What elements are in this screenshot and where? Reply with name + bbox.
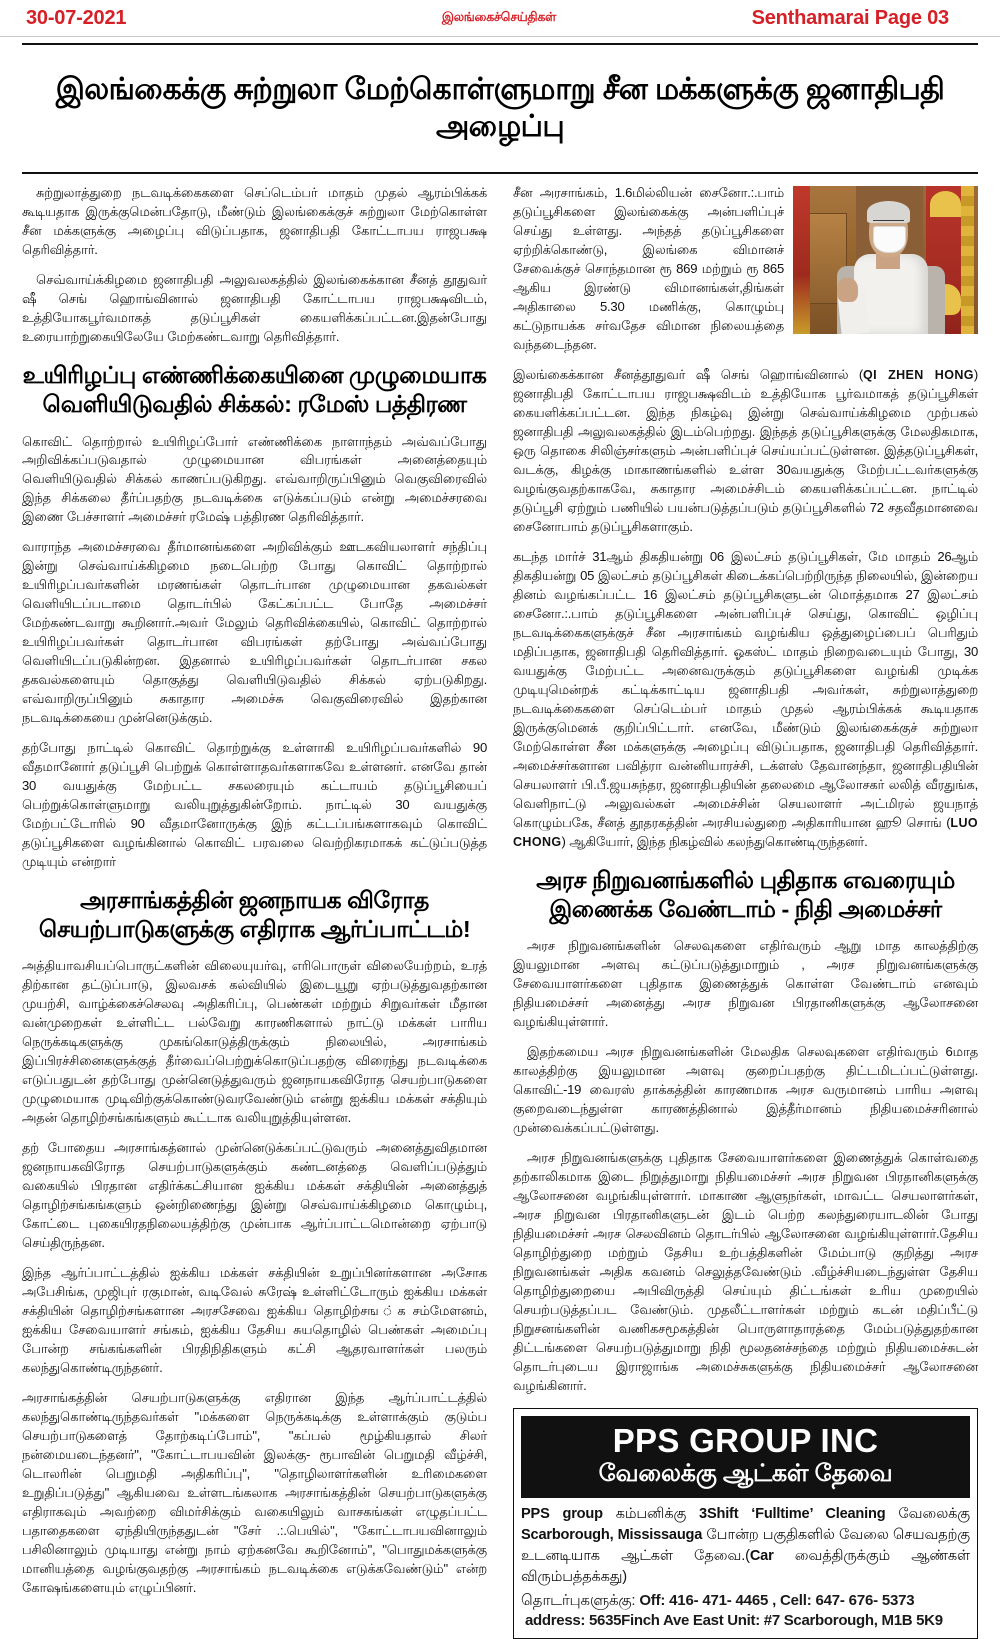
ad-contact-line (521, 1590, 970, 1611)
ad-company-name: PPS GROUP INC (612, 1421, 879, 1459)
article-headline-finance-minister: அரச நிறுவனங்களில் புதிதாக எவரையும் இணைக்க வேண்டாம் - நிதி அமைச்சர் (536, 866, 955, 922)
ad-body-segment: PPS group (521, 1506, 616, 1523)
article-columns (0, 184, 1000, 1632)
paragraph: சீன அரசாங்கம், 1.6மில்லியன் சைனோ.:.பாம் தடுப்பூசிகளை இலங்கைக்கு அன்பளிப்புச் செய்து உள்ளது. அந்தத் தடுப்பூசிகளை ஏற்றிக்கொண்டு, இலங்கை விமானச் சேவைக்குச் சொந்தமான ரூ 869 மற்றும் ரூ 865 ஆகிய இரண்டு விமானங்கள்,திங்கள் அதிகாலை 5.30 மணிக்கு, கொழும்பு கட்டுநாயக்க சர்வதேச விமான நிலையத்தை வந்தடைந்தன. (513, 185, 784, 353)
photo-person-hand (837, 278, 857, 302)
paragraph: சுற்றுலாத்துறை நடவடிக்கைகளை செப்டெம்பர் மாதம் முதல் ஆரம்பிக்கக் கூடியதாக இருக்குமென்பதோடு, மீண்டும் இலங்கைக்குச் சுற்றுலா மேற்கொள்ள சீன மக்களுக்கு அழைப்பு விடுப்பதாக, ஜனாதிபதி கோட்டாபய ராஜபக்ஷ தெரிவித்தார். (22, 185, 487, 258)
paragraph: கொவிட் தொற்றால் உயிரிழப்போர் எண்ணிக்கை நாளாந்தம் அவ்வப்போது அறிவிக்கப்படுவதால் முழுமையான விபரங்கள் அனைத்தையும் வெளியிடுவதில் சிக்கல் காணப்படுகிறது. எவ்வாறிருப்பினும் வெகுவிரைவில் இந்த சிக்கலை தீர்ப்பதற்கு நடவடிக்கை எடுக்கப்படும் என்று அமைச்சரவை இணை பேச்சாளர் அமைச்சர் ரமேஷ் பத்திரண தெரிவித்தார். (22, 433, 487, 525)
ad-body-segment: Car (749, 1547, 795, 1564)
ad-contact-label: தொடர்புகளுக்கு: (521, 1592, 640, 1610)
paragraph: தற் போதைய அரசாங்கத்னால் முன்னெடுக்கப்பட்டுவரும் அனைத்துவிதமான ஜனநாயகவிரோத செயற்பாடுகளுக்கும் கண்டனத்தை வெளிப்படுத்தும் வகையில் பிரதான எதிர்க்கட்சியான ஐக்கிய மக்கள் சக்தியின் அனைத்துத் தொழிற்சங்கங்களும் ஒன்றிணைந்து இன்று செவ்வாய்க்கிழமை கொழும்பு, கோட்டை புகையிரதநிலையத்திற்கு முன்பாக ஆர்ப்பாட்டமொன்றை ஏற்பாடு செய்திருந்தன. (22, 1140, 487, 1251)
masthead-section-label: இலங்கைச்செய்திகள் (441, 10, 556, 24)
lion-emblem-top-icon (930, 191, 961, 218)
paragraph: அரசாங்கத்தின் செயற்பாடுகளுக்கு எதிரான இந்த ஆர்ப்பாட்டத்தில் கலந்துகொண்டிருந்தவர்கள் "மக்களை நெருக்கடிக்கு உள்ளாக்கும் குடும்ப செயற்பாடுகளைத் தோற்கடிப்போம்", "கப்பல் மூழ்கியதால் சிலர் நன்மையடைந்தனர்", "கோட்டாபயவின் இலக்கு- ரூபாவின் பெறுமதி வீழ்ச்சி, டொலரின் பெறுமதி அதிகரிப்பு", "தொழிலாளர்களின் உரிமைகளை உறுதிப்படுத்து" ஆகியவை உள்ளடங்கலாக அரசாங்கத்தின் செயற்பாடுகளுக்கு எதிராகவும் அவற்றை விமர்சிக்கும் வகையிலும் வாசகங்கள் எழுதப்பட்ட பதாதைகளை ஏந்தியிருந்ததுடன் "சேர் .:.பெயில்", "கோட்டாபயவினாலும் பசிலினாலும் முடியாது என்று நாம் ஏற்கனவே கூறினோம்", "பொதுமக்களுக்கு மானியத்தை வழங்குவதற்கு அரசாங்கம் நடவடிக்கை எடுக்கவேண்டும்" என்ற கோஷங்களையும் எழுப்பினர். (22, 1390, 487, 1595)
ad-body-segment: போன்ற பகுதிகளில் வேலை செயவதற்கு உடனடியாக ஆட்கள் தேவை.( (521, 1527, 970, 1564)
masthead-page-label: Senthamarai Page 03 (751, 6, 949, 29)
advertisement-pps-group[interactable] (513, 1408, 978, 1639)
ad-tagline-tamil: வேலைக்கு ஆட்கள் தேவை (598, 1460, 893, 1488)
flag-left (793, 186, 810, 334)
masthead-divider (0, 36, 1000, 37)
paragraph: தற்போது நாட்டில் கொவிட் தொற்றுக்கு உள்ளாகி உயிரிழப்பவர்களில் 90 வீதமானோர் தடுப்பூசி பெற்றுக் கொள்ளாதவர்களாகவே உள்ளனர். எனவே தான் 30 வயதுக்கு மேற்பட்ட சகலரையும் கட்டாயம் தடுப்பூசியைப் பெற்றுக்கொள்ளுமாறு வலியுறுத்துகின்றோம். நாட்டில் 30 வயதுக்கு மேற்பட்டோரில் 90 வீதமானோருக்கு இந் கட்டப்பங்களாகவும் கொவிட் தடுப்பூசிகளை வழங்கினால் கொவிட் பரவலை வெற்றிகரமாகக் கட்டுப்படுத்த முடியும் என்றார் (22, 740, 487, 870)
paragraph: இதற்கமைய அரச நிறுவனங்களின் மேலதிக செலவுகளை எதிர்வரும் 6மாத காலத்திற்கு இயலுமான அளவு குறைப்பதற்கு திட்டமிடப்பட்டுள்ளது. கொவிட்-19 வைரஸ் தாக்கத்தின் காரணமாக அரச வருமானம் பாரிய அளவு குறைவடைந்துள்ள காரணத்தினால் இத்தீர்மானம் நிதியமைச்சரினால் முன்வைக்கப்பட்டுள்ளது. (513, 1044, 978, 1135)
romanised-name: LUO CHONG (513, 815, 978, 849)
flag-gold-stripe (961, 186, 974, 334)
photo-person-facemask-icon (873, 226, 906, 253)
banner-bottom-rule (22, 172, 978, 174)
ad-body-segment: 3Shift ‘Fulltime’ Cleaning (699, 1506, 899, 1523)
ad-contact-numbers[interactable]: Off: 416- 471- 4465 , Cell: 647- 676- 5373 (639, 1592, 915, 1610)
ad-body-segment: வைத்திருக்கும் ஆண்கள் விரும்பத்தக்கது) (521, 1547, 970, 1585)
left-column (22, 184, 487, 1632)
banner-headline: இலங்கைக்கு சுற்றுலா மேற்கொள்ளுமாறு சீன மக்களுக்கு ஜனாதிபதி அழைப்பு (55, 73, 945, 143)
article-headline-protest: அரசாங்கத்தின் ஜனநாயக விரோத செயற்பாடுகளுக்கு எதிராக ஆர்ப்பாட்டம்! (38, 887, 471, 943)
paragraph: செவ்வாய்க்கிழமை ஜனாதிபதி அலுவலகத்தில் இலங்கைக்கான சீனத் தூதுவர் ஷீ செங் ஹொங்வினால் ஜனாதிபதி கோட்டாபய ராஜபக்ஷவிடம், உத்தியோகபூர்வமாகத் தடுப்பூசிகள் கையளிக்கப்பட்டன.இதன்போது உரையாற்றுகையிலேயே மேற்கண்டவாறு தெரிவித்தார். (22, 272, 487, 345)
ad-body-segment: Scarborough, Mississauga (521, 1527, 707, 1544)
president-photo (793, 186, 978, 334)
ad-banner (521, 1416, 970, 1499)
paragraph: அரச நிறுவனங்களின் செலவுகளை எதிர்வரும் ஆறு மாத காலத்திற்கு இயலுமான அளவு கட்டுப்படுத்துமாறும் , அரச நிறுவனங்களுக்கு சேவையாளர்களை புதிதாக இணைத்துக் கொள்ள வேண்டாம் எனவும் நிதியமைச்சர் அனைத்து அரச நிறுவன பிரதானிகளுக்கு ஆலோசனை வழங்கியுள்ளார். (513, 938, 978, 1030)
ad-address: address: 5635Finch Ave East Unit: #7 Scarborough, M1B 5K9 (525, 1612, 943, 1630)
ad-body-segment: கம்பனிக்கு (615, 1506, 700, 1523)
paragraph: அத்தியாவசியப்பொருட்களின் விலையுயர்வு, எரிபொருள் விலையேற்றம், உரத் திற்கான தட்டுப்பாடு, இலவசக் கல்வியில் இடையூறு ஏற்படுத்துவதற்கான முயற்சி, வாழ்க்கைச்செலவு அதிகரிப்பு, பெண்கள் மற்றும் சிறுவர்கள் மீதான வன்முறைகள் உள்ளிட்ட பல்வேறு காரணிகளால் நாட்டு மக்கள் பாரிய நெருக்கடிகளுக்கு முகங்கொடுத்திருக்கும் நிலையில், அரசாங்கம் இப்பிரச்சினைகளுக்குத் தீர்வைப்பெற்றுக்கொடுப்பதற்கு விரைந்து நடவடிக்கை எடுப்பதுடன் தற்போது முன்னெடுத்துவரும் ஜனநாயகவிரோத செயற்பாடுகளை முழுமையாக முடிவிற்குக்கொண்டுவரவேண்டும் என்று ஐக்கிய மக்கள் சக்தியும் அதன் தொழிற்சங்கங்களும் கூட்டாக வலியுறுத்தியுள்ளன. (22, 958, 487, 1126)
masthead (0, 0, 1000, 36)
paragraph: அரச நிறுவனங்களுக்கு புதிதாக சேவையாளர்களை இணைத்துக் கொள்வதை தற்காலிகமாக இடை நிறுத்துமாறு நிதியமைச்சர் அரச நிறுவன பிரதானிகளுக்கு ஆலோசனை வழங்கியுள்ளார். மாகாண ஆளுநர்கள், மாவட்ட செயலாளர்கள், அரச நிறுவன பிரதானிகளுடன் இடம் பெற்ற கலந்துரையாடலின் போது நிதியமைச்சர் அரச செலவினம் தொடர்பில் ஆலோசனை வழங்கியுள்ளார்.தேசிய தொழிற்துறை மற்றும் தேசிய உற்பத்திகளின் மேம்பாடு குறித்து அரச நிறுவனங்கள் அதிக கவனம் செலுத்தவேண்டும் .வீழ்ச்சியடைந்துள்ள தேசிய தொழிற்துறையை அபிவிருத்தி செய்யும் திட்டங்கள் உரிய முறையில் செயற்படுத்தப்பட வேண்டும். முதலீட்டாளர்கள் மற்றும் கடன் மதிப்பீட்டு நிறுசனங்களின் வணிகசமூகத்தின் பொருளாதாரத்தை மேம்படுத்துதற்கான திட்டங்களை செயற்படுத்துமாறு நிதி மூலதனச்சந்தை மற்றும் நிதியமைச்சுடன் தொடர்புடைய இராஜாங்க அமைச்சுகளுக்கு நிதியமைச்சர் ஆலோசனை வழங்கினார். (513, 1149, 978, 1393)
ad-body-text (521, 1504, 970, 1587)
banner-top-rule (22, 43, 978, 45)
paragraph: இந்த ஆர்ப்பாட்டத்தில் ஐக்கிய மக்கள் சக்தியின் உறுப்பினர்களான அசோக அபேசிங்க, முஜிபுர் ரகுமான், வடிவேல் சுரேஷ் உள்ளிட்டோரும் ஐக்கிய மக்கள் சக்தியின் தொழிற்சங்களான அரசசேவை ஐக்கிய தொழிற்சங ்க சம்மேளனம், ஐக்கிய சேவையாளர் சங்கம், ஐக்கிய தேசிய சுயதொழில் பெண்கள் அமைப்பு போன்ற சங்கங்களின் பிரதிநிதிகளும் கட்சி ஆதரவாளர்கள் பலரும் கலந்துகொண்டிருந்தனர். (22, 1265, 487, 1376)
ad-body-segment: வேலைக்கு (898, 1506, 970, 1523)
paragraph: இலங்கைக்கான சீனத்தூதுவர் ஷீ செங் ஹொங்வினால் (QI ZHEN HONG) ஜனாதிபதி கோட்டாபய ராஜபக்ஷவிடம் உத்தியோக பூர்வமாகத் தடுப்பூசிகள் கையளிக்கப்பட்டன. இந்த நிகழ்வு இன்று செவ்வாய்க்கிழமை முற்பகல் ஜனாதிபதி அலுவலகத்தில் இடம்பெற்றது. இந்தத் தடுப்பூசிகளுக்கு மேலதிகமாக, ஒரு தொகை சிலிஞ்சர்களும் அன்பளிப்புச் செய்யப்பட்டுள்ளன. இத்தடுப்பூசிகள், வடக்கு, கிழக்கு மாகாணங்களில் உள்ள 30வயதுக்கு மேற்பட்டவர்களுக்கு வழங்குவதற்காகவே, சுகாதார அமைச்சிடம் கையளிக்கப்பட்டன. நாட்டில் தடுப்பூசி ஏற்றும் பணியில் பயன்படுத்தப்படும் தடுப்பூசிகளில் 72 சதவீதமானவை சைனோபாம் தடுப்பூசிகளாகும். (513, 367, 978, 535)
publication-date: 30-07-2021 (26, 6, 127, 29)
paragraph: வாராந்த அமைச்சரவை தீர்மானங்களை அறிவிக்கும் ஊடகவியலாளர் சந்திப்பு இன்று செவ்வாய்க்கிழமை நடைபெற்ற போது கொவிட் தொற்றால் உயிரிழப்பவர்களின் மரணங்கள் தொடர்பான முழுமையான தகவல்கள் வெளியிடப்படாமை தொடர்பில் கேட்கப்பட்ட போதே அமைச்சர் மேற்கண்டவாறு கூறினார்.அவர் மேலும் தெரிவிக்கையில், கொவிட் தொற்றால் உயிரிழப்பவர்கள் தொடர்பான விபரங்கள் தற்போது அவ்வப்போது வெளியிடப்படுகின்றன. இதனால் உயிரிழப்பவர்கள் தொடர்பான சகல தகவல்களையும் தொகுத்து வெளியிடுவதில் சிக்கல் ஏற்படுகிறது. எவ்வாறிருப்பினும் சுகாதார அமைச்சு வெகுவிரைவில் இதற்கான நடவடிக்கையை முன்னெடுக்கும். (22, 539, 487, 726)
romanised-name: QI ZHEN HONG (863, 368, 974, 383)
paragraph: கடந்த மார்ச் 31ஆம் திகதியன்று 06 இலட்சம் தடுப்பூசிகள், மே மாதம் 26ஆம் திகதியன்று 05 இலட்சம் தடுப்பூசிகள் கிடைக்கப்பெற்றிருந்த நிலையில், இன்றைய தினம் வழங்கப்பட்ட 16 இலட்சம் தடுப்பூசிகளுடன் மொத்தமாக 27 இலட்சம் சைனோ.:.பாம் தடுப்பூசிகளை அன்பளிப்புச் செய்து, கொவிட் ஒழிப்பு நடவடிக்கைகளுக்குச் சீன அரசாங்கம் வழங்கிய ஒத்துழைப்பைப் பெரிதும் மதிப்பதாக, ஜனாதிபதி தெரிவித்தார். ஓகஸ்ட் மாதம் நிறைவடையும் போது, 30 வயதுக்கு மேற்பட்ட அனைவருக்கும் தடுப்பூசிகளை வழங்கி முடிக்க முடியுமென்றக் கட்டிக்காட்டிய ஜனாதிபதி அவர்கள், சுற்றுலாத்துறை நடவடிக்கைகளை செப்டெம்பர் மாதம் முதல் ஆரம்பிக்கக் கூடியதாக இருக்குமெனக் குறிப்பிட்டார். எனவே, மீண்டும் இலங்கைக்குச் சுற்றுலா மேற்கொள்ள சீன மக்களுக்கு அழைப்பு விடுப்பதாக, ஜனாதிபதி தெரிவித்தார். அமைச்சர்களான பவித்ரா வன்னியாரச்சி, டக்ளஸ் தேவானந்தா, ஜனாதிபதியின் செயலாளர் பி.பீ.ஜயசுந்தர, ஜனாதிபதியின் தலைமை ஆலோசகர் லலித் வீரதுங்க, வெளிநாட்டு அலுவல்கள் அமைச்சின் செயலாளர் அட்மிரல் ஜயநாத் கொழும்பகே, சீனத் தூதரகத்தின் அரசியல்துறை அதிகாரியான ஹூ சொங் (LUO CHONG) ஆகியோர், இந்த நிகழ்வில் கலந்துகொண்டிருந்தனர். (513, 549, 978, 849)
right-column (513, 184, 978, 1632)
article-headline-death-toll: உயிரிழப்பு எண்ணிக்கையினை முழுமையாக வெளியிடுவதில் சிக்கல்: ரமேஸ் பத்திரண (22, 362, 487, 418)
